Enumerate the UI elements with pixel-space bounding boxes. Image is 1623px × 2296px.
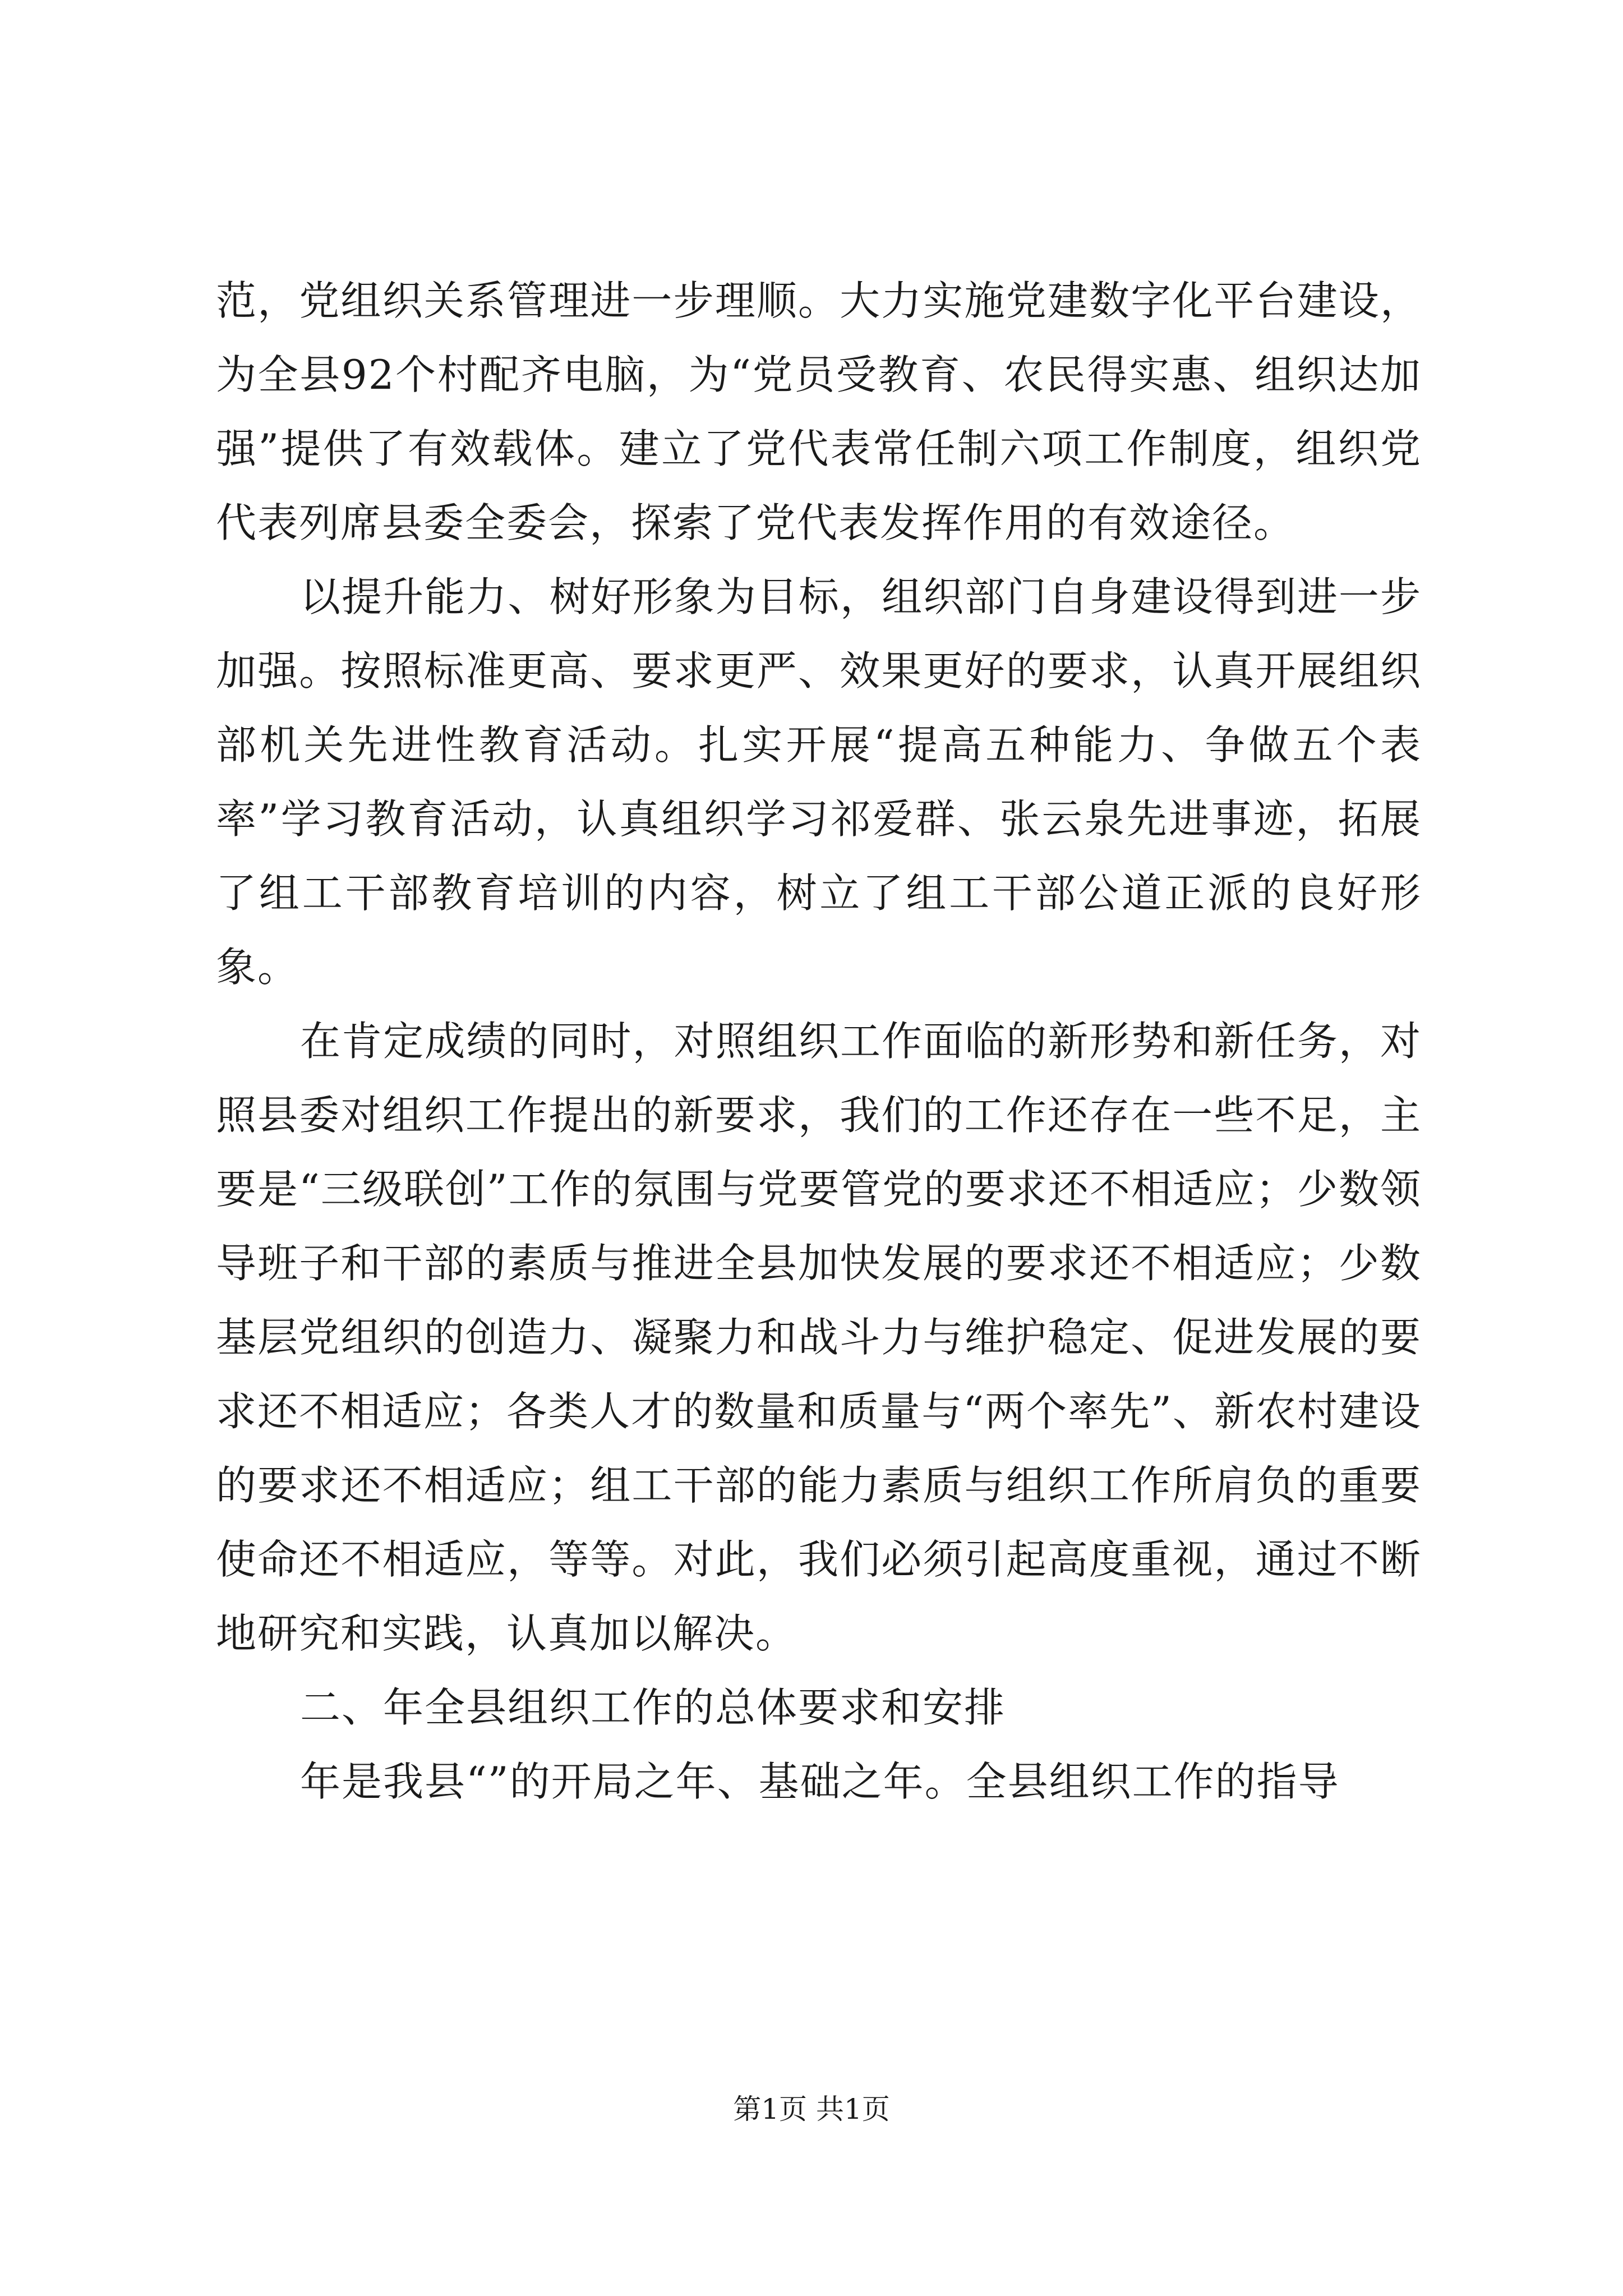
section-heading: 二、年全县组织工作的总体要求和安排 — [300, 1684, 1006, 1731]
paragraph-3: 在肯定成绩的同时，对照组织工作面临的新形势和新任务，对照县委对组织工作提出的新要求，我们的工作还存在一些不足，主要是“三级联创”工作的氛围与党要管党的要求还不相适应；少数领导班子和干部的素质与推进全县加快发展的要求还不相适应；少数基层党组织的创造力、凝聚力和战斗力与维护稳定、促进发展的要求还不相适应；各类人才的数量和质量与“两个率先”、新农村建设的要求还不相适应；组工干部的能力素质与组织工作所肩负的重要使命还不相适应，等等。对此，我们必须引起高度重视，通过不断地研究和实践，认真加以解决。 — [216, 1018, 1422, 1657]
paragraph-2: 以提升能力、树好形象为目标，组织部门自身建设得到进一步加强。按照标准更高、要求更严、效果更好的要求，认真开展组织部机关先进性教育活动。扎实开展“提高五种能力、争做五个表率”学习教育活动，认真组织学习祁爱群、张云泉先进事迹，拓展了组工干部教育培训的内容，树立了组工干部公道正派的良好形象。 — [216, 573, 1422, 991]
paragraph-4: 年是我县“”的开局之年、基础之年。全县组织工作的指导 — [300, 1758, 1340, 1805]
page-footer: 第1页 共1页 — [733, 2093, 890, 2125]
document-body — [216, 264, 1422, 1819]
paragraph-1: 范，党组织关系管理进一步理顺。大力实施党建数字化平台建设，为全县92个村配齐电脑，为“党员受教育、农民得实惠、组织达加强”提供了有效载体。建立了党代表常任制六项工作制度，组织党代表列席县委全委会，探索了党代表发挥作用的有效途径。 — [216, 277, 1422, 546]
